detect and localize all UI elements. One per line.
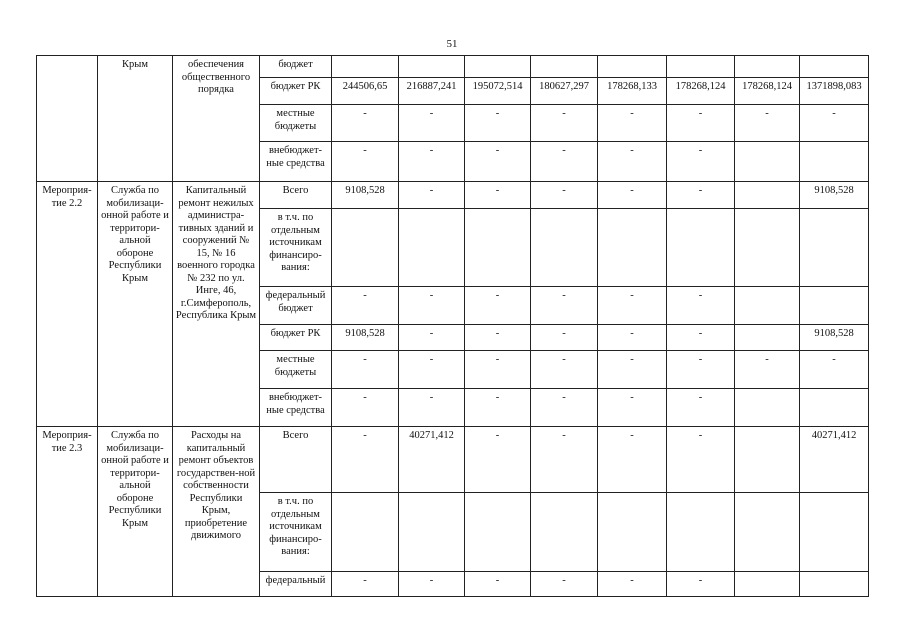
funding-source-cell: федеральный [260, 572, 332, 597]
amount-cell: 216887,241 [399, 78, 465, 105]
amount-cell [800, 493, 869, 572]
funding-source-cell: в т.ч. по отдельным источникам финансиро-вания: [260, 493, 332, 572]
amount-cell [465, 493, 531, 572]
table-row [37, 56, 869, 78]
amount-cell: - [598, 182, 667, 209]
amount-cell [465, 209, 531, 287]
responsible-cell: Служба по мобилизаци-онной работе и территори-альной обороне Республики Крым [98, 182, 173, 427]
amount-cell [735, 287, 800, 325]
amount-cell: - [800, 105, 869, 142]
funding-source-cell: бюджет РК [260, 325, 332, 351]
amount-cell: 9108,528 [332, 182, 399, 209]
budget-table [36, 55, 869, 597]
amount-cell [800, 389, 869, 427]
amount-cell: - [800, 351, 869, 389]
amount-cell: - [332, 142, 399, 182]
amount-cell: - [667, 572, 735, 597]
amount-cell: 178268,124 [667, 78, 735, 105]
funding-source-cell: внебюджет-ные средства [260, 142, 332, 182]
event-cell [37, 56, 98, 182]
amount-cell: - [531, 182, 598, 209]
funding-source-cell: Всего [260, 182, 332, 209]
amount-cell [667, 56, 735, 78]
amount-cell: - [332, 287, 399, 325]
amount-cell [800, 142, 869, 182]
amount-cell: - [598, 389, 667, 427]
amount-cell: - [735, 105, 800, 142]
amount-cell: - [465, 389, 531, 427]
table-row [37, 427, 869, 493]
amount-cell [735, 427, 800, 493]
amount-cell [399, 209, 465, 287]
amount-cell: - [465, 142, 531, 182]
funding-source-cell: внебюджет-ные средства [260, 389, 332, 427]
amount-cell: - [399, 572, 465, 597]
amount-cell: - [598, 351, 667, 389]
amount-cell: 244506,65 [332, 78, 399, 105]
responsible-cell: Служба по мобилизаци-онной работе и территори-альной обороне Республики Крым [98, 427, 173, 597]
amount-cell: - [531, 142, 598, 182]
amount-cell: - [667, 351, 735, 389]
amount-cell: - [667, 142, 735, 182]
amount-cell: - [531, 105, 598, 142]
funding-source-cell: бюджет [260, 56, 332, 78]
amount-cell: - [332, 427, 399, 493]
amount-cell [800, 287, 869, 325]
amount-cell: - [465, 351, 531, 389]
amount-cell: 9108,528 [800, 325, 869, 351]
amount-cell: - [399, 142, 465, 182]
funding-source-cell: местные бюджеты [260, 105, 332, 142]
amount-cell: - [531, 389, 598, 427]
amount-cell [800, 572, 869, 597]
amount-cell [531, 209, 598, 287]
amount-cell: - [667, 325, 735, 351]
description-cell: обеспечения общественного порядка [173, 56, 260, 182]
amount-cell [667, 209, 735, 287]
amount-cell: - [399, 351, 465, 389]
description-cell: Расходы на капитальный ремонт объектов государствен-ной собственности Республики Крым, приобретение движимого [173, 427, 260, 597]
amount-cell [332, 493, 399, 572]
amount-cell: - [598, 105, 667, 142]
description-cell: Капитальный ремонт нежилых администра-тивных зданий и сооружений № 15, № 16 военного городка № 232 по ул. Инге, 46, г.Симферополь, Республика Крым [173, 182, 260, 427]
amount-cell [735, 325, 800, 351]
funding-source-cell: федеральный бюджет [260, 287, 332, 325]
funding-source-cell: Всего [260, 427, 332, 493]
amount-cell: - [667, 182, 735, 209]
funding-source-cell: бюджет РК [260, 78, 332, 105]
amount-cell [735, 493, 800, 572]
amount-cell: - [667, 389, 735, 427]
amount-cell: 195072,514 [465, 78, 531, 105]
amount-cell: - [667, 105, 735, 142]
amount-cell [800, 209, 869, 287]
amount-cell [531, 493, 598, 572]
amount-cell: 40271,412 [800, 427, 869, 493]
page-number: 51 [446, 38, 458, 50]
amount-cell: - [598, 325, 667, 351]
amount-cell: - [667, 287, 735, 325]
amount-cell: - [598, 572, 667, 597]
amount-cell: - [598, 142, 667, 182]
amount-cell: - [332, 351, 399, 389]
amount-cell: - [598, 427, 667, 493]
amount-cell [465, 56, 531, 78]
responsible-cell: Крым [98, 56, 173, 182]
amount-cell: - [399, 105, 465, 142]
amount-cell: - [465, 325, 531, 351]
amount-cell [531, 56, 598, 78]
amount-cell [735, 389, 800, 427]
amount-cell: - [399, 182, 465, 209]
amount-cell [598, 493, 667, 572]
amount-cell [598, 56, 667, 78]
amount-cell: - [531, 351, 598, 389]
amount-cell [667, 493, 735, 572]
amount-cell: - [465, 572, 531, 597]
amount-cell: - [598, 287, 667, 325]
event-cell: Мероприя-тие 2.2 [37, 182, 98, 427]
amount-cell: - [465, 427, 531, 493]
amount-cell: - [399, 325, 465, 351]
amount-cell: - [332, 105, 399, 142]
amount-cell: - [399, 287, 465, 325]
amount-cell: 9108,528 [332, 325, 399, 351]
amount-cell: - [531, 427, 598, 493]
amount-cell: 178268,124 [735, 78, 800, 105]
amount-cell: - [332, 572, 399, 597]
amount-cell [800, 56, 869, 78]
amount-cell [399, 56, 465, 78]
amount-cell [735, 572, 800, 597]
funding-source-cell: местные бюджеты [260, 351, 332, 389]
amount-cell: 178268,133 [598, 78, 667, 105]
amount-cell: 1371898,083 [800, 78, 869, 105]
amount-cell: - [465, 105, 531, 142]
amount-cell: 9108,528 [800, 182, 869, 209]
amount-cell [399, 493, 465, 572]
amount-cell: - [735, 351, 800, 389]
amount-cell: - [332, 389, 399, 427]
event-cell: Мероприя-тие 2.3 [37, 427, 98, 597]
amount-cell: - [531, 572, 598, 597]
funding-source-cell: в т.ч. по отдельным источникам финансиро-вания: [260, 209, 332, 287]
amount-cell [332, 56, 399, 78]
amount-cell: - [531, 287, 598, 325]
amount-cell: 180627,297 [531, 78, 598, 105]
amount-cell: - [399, 389, 465, 427]
amount-cell [735, 142, 800, 182]
amount-cell [735, 56, 800, 78]
amount-cell: 40271,412 [399, 427, 465, 493]
amount-cell: - [667, 427, 735, 493]
amount-cell: - [531, 325, 598, 351]
amount-cell [735, 182, 800, 209]
table-row [37, 182, 869, 209]
amount-cell [735, 209, 800, 287]
amount-cell: - [465, 182, 531, 209]
amount-cell [332, 209, 399, 287]
amount-cell [598, 209, 667, 287]
amount-cell: - [465, 287, 531, 325]
